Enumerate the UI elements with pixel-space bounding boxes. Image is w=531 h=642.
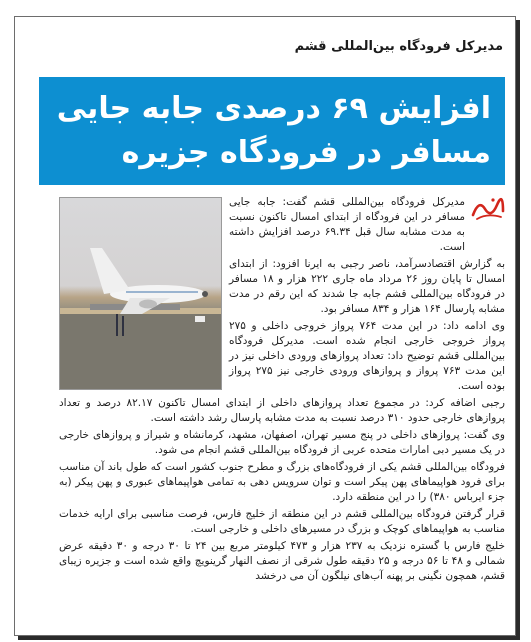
headline: افزایش ۶۹ درصدی جابه جایی مسافر در فرودگاه جزیره قشم bbox=[56, 91, 491, 214]
paragraph: وی ادامه داد: در این مدت ۷۶۴ پرواز خروجی داخلی و ۲۷۵ پرواز خروجی خارجی انجام شده است. مدیرکل فرودگاه بین‌المللی قشم توضیح داد: تعداد پروازهای ورودی داخلی نیز در این مدت ۷۶۳ پرواز و پروازهای ورودی خارجی نیز ۲۷۵ پرواز بوده است. bbox=[229, 320, 505, 392]
headline-box bbox=[39, 77, 505, 214]
paragraph: قرار گرفتن فرودگاه بین‌المللی قشم در این منطقه از خلیج فارس، فرصت مناسبی برای ارایه خدمات مناسب به هواپیماهای کوچک و بزرگ در مسیرهای داخلی و خارجی است. bbox=[59, 508, 505, 535]
paragraph: خلیج فارس با گستره نزدیک به ۲۳۷ هزار و ۴۷۳ کیلومتر مربع بین ۲۴ تا ۳۰ درجه و ۳۰ دقیقه عرض شمالی و ۴۸ تا ۵۶ درجه و ۲۵ دقیقه طول شرقی از نصف النهار گرینویچ واقع شده است و جزیره زیبای قشم، همچون نگینی بر پهنه آب‌های نیلگون آن می درخشد bbox=[59, 540, 506, 582]
article-body bbox=[59, 195, 505, 586]
paragraph: به گزارش اقتصادسرآمد، ناصر رجبی به ایرنا افزود: از ابتدای امسال تا پایان روز ۲۶ مرداد ماه جاری ۲۲۲ هزار و ۱۸ مسافر در فرودگاه بین‌المللی قشم جابه جا شدند که این رقم در مدت مشابه پارسال ۱۶۴ هزار و ۸۳۴ مسافر بود. bbox=[229, 258, 506, 315]
paragraph: رجبی اضافه کرد: در مجموع تعداد پروازهای داخلی از ابتدای امسال تاکنون ۸۲.۱۷ درصد و تعداد پروازهای خارجی حدود ۳۱۰ درصد نسبت به مدت مشابه پارسال رشد داشته است. bbox=[59, 397, 505, 424]
news-card bbox=[14, 16, 516, 636]
paragraph: وی گفت: پروازهای داخلی در پنج مسیر تهران، اصفهان، مشهد، کرمانشاه و شیراز و پروازهای خارجی در یک مسیر دبی امارات متحده عربی از فرودگاه بین‌المللی قشم انجام می شود. bbox=[59, 429, 505, 456]
paragraph: مدیرکل فرودگاه بین‌المللی قشم گفت: جابه جایی مسافر در این فرودگاه از ابتدای امسال تاکنون نسبت به مدت مشابه سال قبل ۶۹.۳۴ درصد افزایش داشته است. bbox=[229, 196, 465, 253]
article-wrap bbox=[59, 195, 505, 394]
kicker: مدیرکل فرودگاه بین‌المللی قشم bbox=[294, 39, 503, 54]
paragraph: فرودگاه بین‌المللی قشم یکی از فرودگاه‌های بزرگ و مطرح جنوب کشور است که طول باند آن مناسب برای فرود هواپیماهای پهن پیکر است و توان سرویس دهی به تمامی هواپیماهای عبوری و پهن پیکر (به جزء ایرباس ۳۸۰) را در این منطقه دارد. bbox=[59, 461, 505, 503]
